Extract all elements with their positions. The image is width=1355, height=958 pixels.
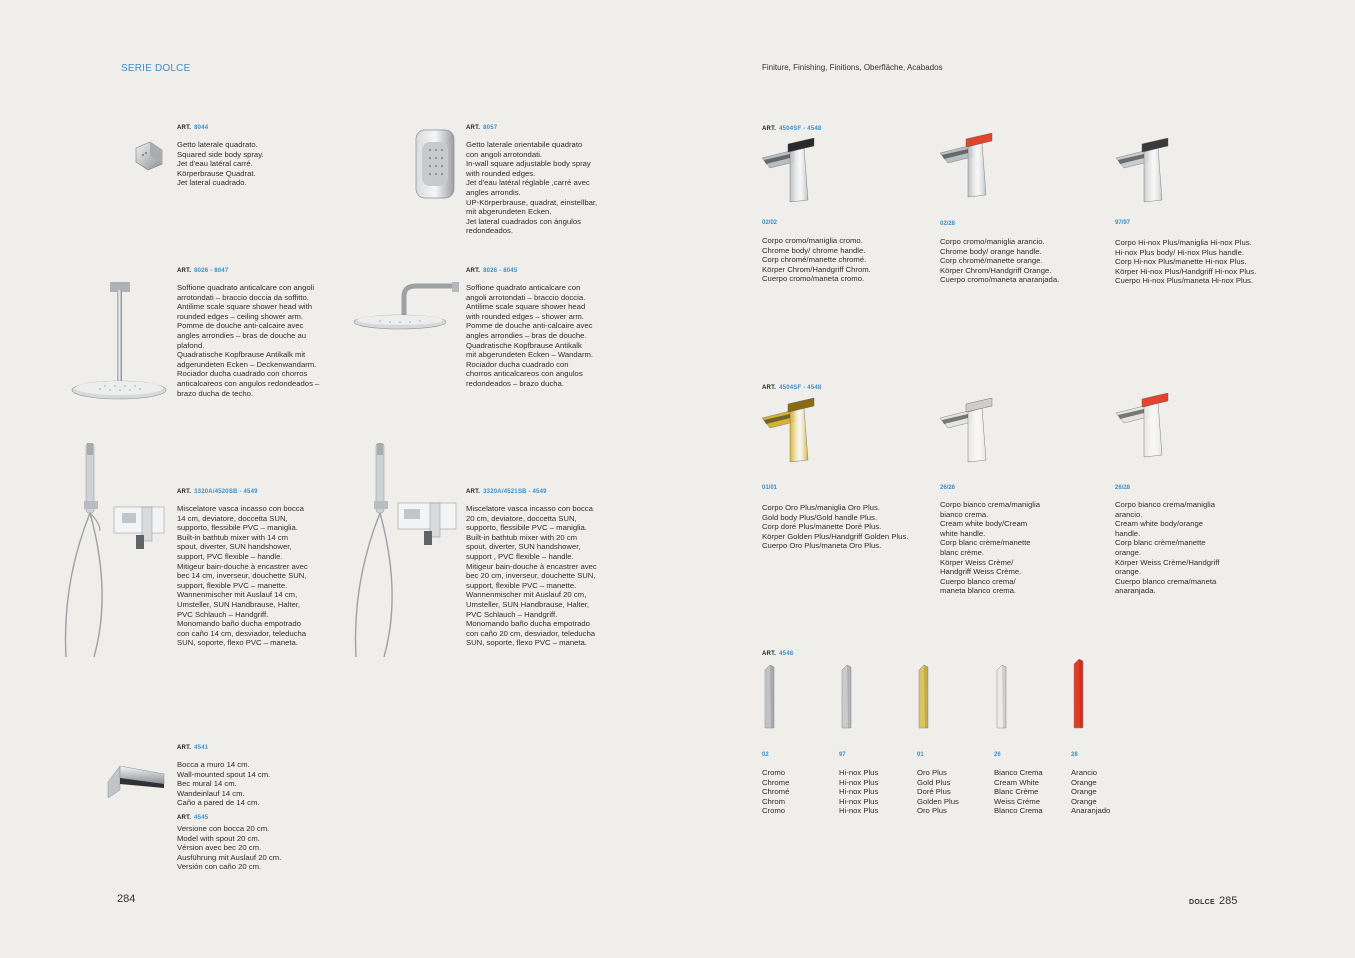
- article-number: 4504SF - 4548: [779, 385, 822, 391]
- faucet-finish-image: [760, 138, 818, 204]
- series-footer-label: DOLCE: [1189, 899, 1215, 906]
- article-number: 8026 - 8047: [194, 268, 229, 274]
- product-description: Miscelatore vasca incasso con bocca 14 cm, deviatore, doccetta SUN, supporto, flessibile PVC – maniglia. Built-in bathtub mixer with 14 cm spout, diverter, SUN handshower, support, PVC flexible – handle. Mitigeur bain-douche à encastrer avec bec 14 cm, inverseur, douchette SUN, support, flexible PVC – manette. Wannenmischer mit Auslauf 14 cm, Umsteller, SUN Handbrause, Halter, PVC Schlauch – Handgriff. Monomando baño ducha empotrado con caño 14 cm, desviador, teleducha SUN, soporte, flexo PVC – maneta.: [177, 504, 308, 648]
- article-number: 4541: [194, 745, 209, 751]
- faucet-finish-image: [760, 398, 818, 464]
- finish-description: Corpo bianco crema/maniglia arancio. Cream white body/orange handle. Corp blanc crème/manette orange. Körper Weiss Crème/Handgriff orange. Cuerpo blanco crema/maneta anaranjada.: [1115, 500, 1220, 596]
- product-art-label: ART. 3320A/4520SB - 4549: [177, 489, 258, 495]
- product-description: Miscelatore vasca incasso con bocca 20 cm, deviatore, doccetta SUN, supporto, flessibile PVC – maniglia. Built-in bathtub mixer with 20 cm spout, diverter, SUN handshower, support , PVC flexible – handle. Mitigeur bain-douche à encastrer avec bec 20 cm, inverseur, douchette SUN, support, flexible PVC – manette. Wannenmischer mit Auslauf 20 cm, Umsteller, SUN Handbrause, Halter, PVC Schlauch – Handgriff. Monomando baño ducha empotrado con caño 20 cm, desviador, teleducha SUN, soporte, flexo PVC – maneta.: [466, 504, 597, 648]
- finish-group-art-label: ART. 4548: [762, 651, 794, 657]
- article-number: 4504SF - 4548: [779, 126, 822, 132]
- product-description: Getto laterale quadrato. Squared side body spray. Jet d'eau latéral carré. Körperbrause Quadrat. Jet lateral cuadrado.: [177, 140, 264, 188]
- finish-group-art-label: ART. 4504SF - 4548: [762, 126, 822, 132]
- wall-shower-head-icon: [352, 280, 460, 332]
- product-art-label: ART. 8044: [177, 125, 209, 131]
- side-body-spray-icon: [130, 138, 166, 174]
- finish-description: Corpo Oro Plus/maniglia Oro Plus. Gold body Plus/Gold handle Plus. Corp doré Plus/manette Doré Plus. Körper Golden Plus/Handgriff Golden Plus. Cuerpo Oro Plus/maneta Oro Plus.: [762, 503, 909, 551]
- handle-code: 01: [917, 752, 924, 758]
- finishes-title: Finiture, Finishing, Finitions, Oberfläche, Acabados: [762, 63, 943, 72]
- finish-description: Corpo bianco crema/maniglia bianco crema. Cream white body/Cream white handle. Corp blanc crème/manette blanc crème. Körper Weiss Crème/ Handgriff Weiss Crème. Cuerpo blanco crema/ maneta blanco crema.: [940, 500, 1040, 596]
- faucet-finish-image: [938, 133, 996, 199]
- product-art-label: ART. 8026 - 8045: [466, 268, 518, 274]
- product-description: Soffione quadrato anticalcare con angoli arrotondati – braccio doccia. Antilime scale square shower head with rounded edges – shower arm. Pomme de douche anti-calcaire avec angles arrondies – bras de douche. Quadratische Kopfbrause Antikalk mit abgerundeten Ecken – Wandarm. Rociador ducha cuadrado con chorros anticalcareos con angulos redondeados – brazo ducha.: [466, 283, 594, 388]
- article-number: 8044: [194, 125, 209, 131]
- product-description: Versione con bocca 20 cm. Model with spout 20 cm. Vérsion avec bec 20 cm. Ausführung mit Auslauf 20 cm. Versión con caño 20 cm.: [177, 824, 282, 872]
- article-number: 3320A/4521SB - 4549: [483, 489, 547, 495]
- product-art-label: ART. 3320A/4521SB - 4549: [466, 489, 547, 495]
- page-number-left: 284: [117, 893, 136, 905]
- page-number: 285: [1219, 895, 1238, 907]
- product-description: Bocca a muro 14 cm. Wall-mounted spout 14 cm. Bec mural 14 cm. Wandeinlauf 14 cm. Caño a pared de 14 cm.: [177, 760, 271, 808]
- handle-description: Oro Plus Gold Plus Doré Plus Golden Plus Oro Plus: [917, 768, 959, 816]
- article-number: 8057: [483, 125, 498, 131]
- product-art-label: ART. 4545: [177, 815, 209, 821]
- article-number: 8026 - 8045: [483, 268, 518, 274]
- handle-code: 26: [994, 752, 1001, 758]
- handle-finish-image: [762, 664, 776, 730]
- article-number: 3320A/4520SB - 4549: [194, 489, 258, 495]
- product-description: Getto laterale orientabile quadrato con angoli arrotondati. In-wall square adjustable body spray with rounded edges. Jet d'eau latéral réglable ,carré avec angles arrondis. UP-Körperbrause, quadrat, einstellbar, mit abgerundeten Ecken. Jet lateral cuadrados con ángulos redondeados.: [466, 140, 598, 236]
- finish-description: Corpo Hi-nox Plus/maniglia Hi-nox Plus. Hi-nox Plus body/ Hi-nox Plus handle. Corp Hi-nox Plus/manette Hi-nox Plus. Körper Hi-nox Plus/Handgriff Hi-nox Plus. Cuerpo Hi-nox Plus/maneta Hi-nox Plus.: [1115, 238, 1257, 286]
- handle-finish-image: [839, 664, 853, 730]
- bathtub-mixer-icon: [348, 443, 458, 661]
- wall-spout-icon: [106, 760, 166, 800]
- handle-code: 97: [839, 752, 846, 758]
- article-number: 4548: [779, 651, 794, 657]
- handle-finish-image: [994, 664, 1008, 730]
- page-number-right: [1189, 895, 1237, 907]
- finish-code: 97/97: [1115, 220, 1131, 226]
- series-title: SERIE DOLCE: [121, 63, 191, 74]
- bathtub-mixer-icon: [60, 443, 170, 661]
- adjustable-body-spray-icon: [414, 128, 456, 200]
- finish-description: Corpo cromo/maniglia arancio. Chrome body/ orange handle. Corp chromé/manette orange. Körper Chrom/Handgriff Orange. Cuerpo cromo/maneta anaranjada.: [940, 237, 1060, 285]
- finish-code: 02/02: [762, 220, 778, 226]
- product-art-label: ART. 4541: [177, 745, 209, 751]
- finish-code: 01/01: [762, 485, 778, 491]
- handle-code: 02: [762, 752, 769, 758]
- product-art-label: ART. 8057: [466, 125, 498, 131]
- product-description: Soffione quadrato anticalcare con angoli arrotondati – braccio doccia da soffitto. Antilime scale square shower head with rounded edges – ceiling shower arm. Pomme de douche anti-calcaire avec angles arrondies – bras de douche au plafond. Quadratische Kopfbrause Antikalk mit adgerundeten Ecken – Deckenwandarm. Rociador ducha cuadrado con chorros anticalcareos con angulos redondeados – brazo ducha de techo.: [177, 283, 320, 398]
- handle-description: Bianco Crema Cream White Blanc Crème Weiss Créme Blanco Crema: [994, 768, 1043, 816]
- faucet-finish-image: [1114, 138, 1172, 204]
- finish-code: 26/26: [940, 485, 956, 491]
- finish-code: 02/28: [940, 221, 956, 227]
- ceiling-shower-head-icon: [70, 282, 168, 402]
- handle-description: Cromo Chrome Chromé Chrom Cromo: [762, 768, 790, 816]
- faucet-finish-image: [938, 398, 996, 464]
- handle-finish-image: [1071, 658, 1085, 730]
- faucet-finish-image: [1114, 393, 1172, 459]
- product-art-label: ART. 8026 - 8047: [177, 268, 229, 274]
- finish-code: 26/28: [1115, 485, 1131, 491]
- finish-description: Corpo cromo/maniglia cromo. Chrome body/ chrome handle. Corp chromé/manette chromé. Körper Chrom/Handgriff Chrom. Cuerpo cromo/maneta cromo.: [762, 236, 871, 284]
- handle-code: 28: [1071, 752, 1078, 758]
- handle-description: Arancio Orange Orange Orange Anaranjado: [1071, 768, 1111, 816]
- finish-group-art-label: ART. 4504SF - 4548: [762, 385, 822, 391]
- article-number: 4545: [194, 815, 209, 821]
- handle-description: Hi-nox Plus Hi-nox Plus Hi-nox Plus Hi-nox Plus Hi-nox Plus: [839, 768, 879, 816]
- handle-finish-image: [916, 664, 930, 730]
